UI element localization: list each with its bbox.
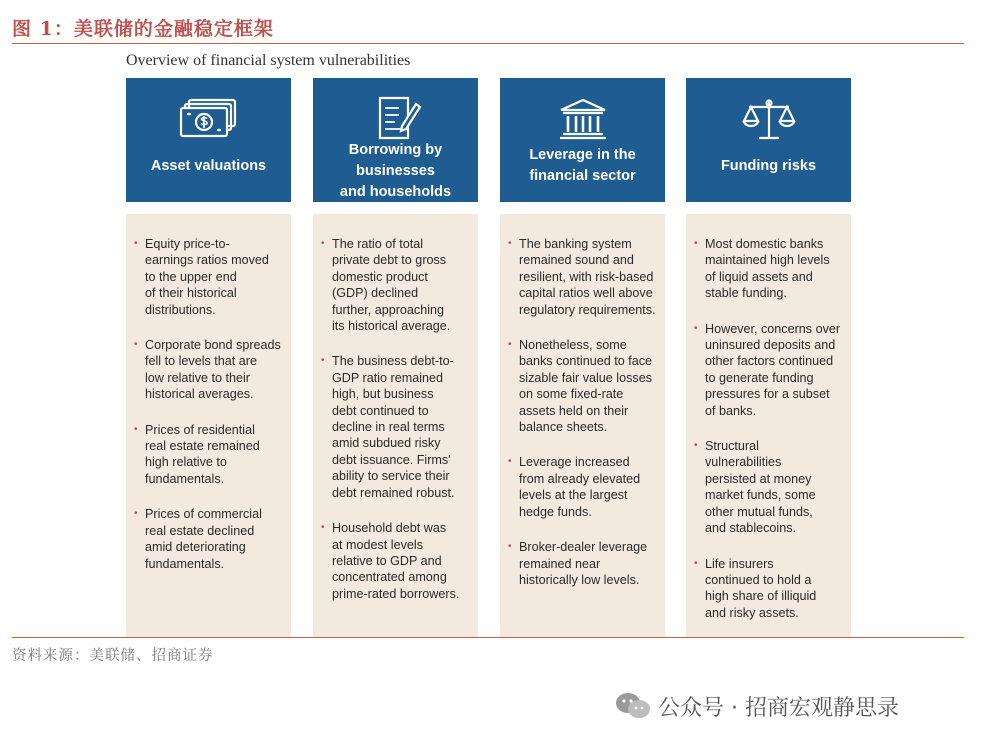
bullet-dot-icon: • bbox=[508, 339, 512, 351]
column-funding-risks bbox=[686, 78, 851, 620]
bullet-text: The business debt-to- GDP ratio remained high, but business debt continued to decline in real terms amid subdued risky debt issuance. Firms' ability to service their debt remained robust. bbox=[332, 354, 455, 500]
source-note: 资料来源：美联储、招商证券 bbox=[12, 648, 214, 664]
column-title: Asset valuations bbox=[150, 157, 267, 174]
column-asset-valuations bbox=[126, 78, 291, 571]
bullet-dot-icon: • bbox=[134, 508, 138, 520]
bullet-dot-icon: • bbox=[134, 238, 138, 249]
column-leverage bbox=[500, 78, 665, 587]
column-header bbox=[686, 78, 851, 202]
column-borrowing bbox=[313, 78, 478, 601]
scales-icon bbox=[739, 96, 799, 142]
bullet-text: Household debt was at modest levels relative to GDP and concentrated among prime-rated borrowers. bbox=[332, 521, 460, 601]
bullet-dot-icon: • bbox=[321, 238, 325, 249]
bullet-item bbox=[694, 321, 843, 419]
bullet-item bbox=[508, 337, 657, 435]
top-rule bbox=[12, 43, 964, 44]
bullet-text: Leverage increased from already elevated levels at the largest hedge funds. bbox=[519, 455, 641, 519]
bullet-dot-icon: • bbox=[694, 557, 698, 569]
bank-building-icon bbox=[553, 96, 613, 142]
bullet-dot-icon: • bbox=[694, 440, 698, 452]
bullet-text: Most domestic banks maintained high levels of liquid assets and stable funding. bbox=[705, 237, 830, 301]
bullet-dot-icon: • bbox=[694, 322, 698, 334]
bullet-dot-icon: • bbox=[321, 522, 325, 534]
bullet-dot-icon: • bbox=[508, 456, 512, 468]
bullet-text: The banking system remained sound and resilient, with risk-based capital ratios well above regulatory requirements. bbox=[519, 237, 656, 317]
bullet-text: Nonetheless, some banks continued to face sizable fair value losses on some fixed-rate assets held on their balance sheets. bbox=[519, 338, 653, 435]
column-title: Funding risks bbox=[720, 157, 817, 174]
bullet-item bbox=[508, 539, 657, 588]
wechat-icon bbox=[614, 690, 652, 722]
bullet-dot-icon: • bbox=[134, 423, 138, 435]
bullet-item bbox=[508, 454, 657, 520]
column-body bbox=[686, 214, 851, 638]
column-body bbox=[313, 214, 478, 638]
document-pencil-icon bbox=[366, 96, 426, 140]
watermark bbox=[614, 690, 899, 722]
watermark-text: 公众号 · 招商宏观静思录 bbox=[658, 695, 899, 721]
bullet-item bbox=[134, 337, 283, 403]
bullet-text: Broker-dealer leverage remained near historically low levels. bbox=[519, 540, 648, 587]
bullet-text: However, concerns over uninsured deposits and other factors continued to generate funding pressures for a subset of banks. bbox=[705, 321, 841, 418]
bullet-item bbox=[134, 506, 283, 572]
bullet-item bbox=[508, 236, 657, 318]
column-header bbox=[126, 78, 291, 202]
column-header bbox=[313, 78, 478, 202]
bullet-item bbox=[134, 422, 283, 488]
bullet-dot-icon: • bbox=[508, 541, 512, 553]
column-body bbox=[500, 214, 665, 638]
bullet-dot-icon: • bbox=[508, 238, 512, 249]
bullet-item bbox=[694, 236, 843, 302]
bullet-text: Structural vulnerabilities persisted at money market funds, some other mutual funds, and stablecoins. bbox=[705, 439, 816, 536]
bullet-text: Corporate bond spreads fell to levels that are low relative to their historical averages. bbox=[145, 338, 281, 402]
bullet-item bbox=[694, 556, 843, 622]
column-title: Borrowing by businesses and households bbox=[339, 142, 452, 200]
bullet-text: Prices of residential real estate remained high relative to fundamentals. bbox=[145, 422, 260, 486]
bullet-dot-icon: • bbox=[694, 238, 698, 249]
money-icon bbox=[179, 96, 239, 142]
bullet-text: Prices of commercial real estate declined amid deteriorating fundamentals. bbox=[145, 507, 262, 571]
column-title: Leverage in the financial sector bbox=[529, 147, 636, 184]
bottom-rule bbox=[12, 637, 964, 638]
bullet-item bbox=[321, 236, 470, 334]
bullet-text: Life insurers continued to hold a high share of illiquid and risky assets. bbox=[705, 556, 817, 620]
figure-title: 图 1：美联储的金融稳定框架 bbox=[12, 18, 274, 40]
bullet-item bbox=[321, 353, 470, 501]
chart-subtitle: Overview of financial system vulnerabilities bbox=[126, 52, 411, 69]
column-header bbox=[500, 78, 665, 202]
column-body bbox=[126, 214, 291, 638]
bullet-item bbox=[694, 438, 843, 536]
bullet-dot-icon: • bbox=[134, 339, 138, 351]
bullet-text: Equity price-to- earnings ratios moved to the upper end of their historical distributions. bbox=[145, 237, 269, 317]
bullet-item bbox=[321, 520, 470, 602]
bullet-text: The ratio of total private debt to gross domestic product (GDP) declined further, approaching its historical average. bbox=[332, 237, 451, 334]
bullet-item bbox=[134, 236, 283, 318]
bullet-dot-icon: • bbox=[321, 355, 325, 367]
